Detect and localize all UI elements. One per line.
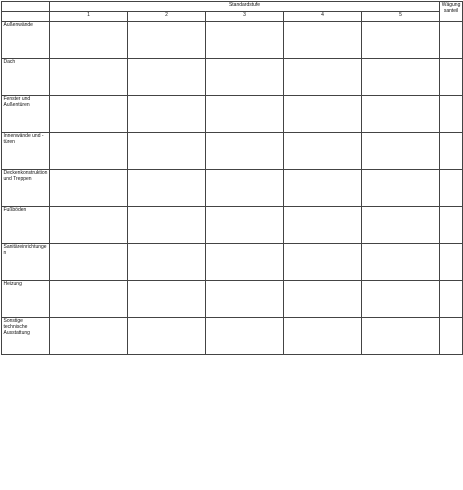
level-cell xyxy=(206,133,284,170)
level-cell xyxy=(284,170,362,207)
level-cell xyxy=(284,318,362,355)
weight-cell xyxy=(440,318,463,355)
level-cell xyxy=(284,207,362,244)
level-cell xyxy=(206,22,284,59)
weight-cell xyxy=(440,170,463,207)
level-cell xyxy=(128,281,206,318)
level-cell xyxy=(206,59,284,96)
level-cell xyxy=(50,59,128,96)
level-cell xyxy=(284,281,362,318)
level-cell xyxy=(206,96,284,133)
level-cell xyxy=(284,22,362,59)
table-row xyxy=(2,281,463,318)
row-label: Innenwände und -türen xyxy=(2,133,50,170)
level-cell xyxy=(362,59,440,96)
level-cell xyxy=(128,170,206,207)
level-cell xyxy=(362,96,440,133)
level-cell xyxy=(128,22,206,59)
weight-cell xyxy=(440,207,463,244)
level-cell xyxy=(50,170,128,207)
level-header: 1 xyxy=(50,12,128,22)
row-label: Deckenkonstruktion und Treppen xyxy=(2,170,50,207)
level-cell xyxy=(128,244,206,281)
table-row xyxy=(2,170,463,207)
level-cell xyxy=(128,133,206,170)
table-row xyxy=(2,59,463,96)
row-label: Fenster und Außentüren xyxy=(2,96,50,133)
row-label: Fußböden xyxy=(2,207,50,244)
level-header: 2 xyxy=(128,12,206,22)
level-cell xyxy=(362,133,440,170)
level-cell xyxy=(128,318,206,355)
level-cell xyxy=(362,207,440,244)
row-label: Außenwände xyxy=(2,22,50,59)
weight-cell xyxy=(440,133,463,170)
weight-cell xyxy=(440,59,463,96)
level-cell xyxy=(50,281,128,318)
level-cell xyxy=(50,22,128,59)
level-cell xyxy=(206,318,284,355)
level-cell xyxy=(50,96,128,133)
level-cell xyxy=(362,244,440,281)
row-label: Sonstige technische Ausstattung xyxy=(2,318,50,355)
weight-cell xyxy=(440,281,463,318)
level-cell xyxy=(206,281,284,318)
level-cell xyxy=(362,281,440,318)
level-cell xyxy=(362,318,440,355)
corner-cell xyxy=(2,12,50,22)
level-cell xyxy=(284,59,362,96)
level-cell xyxy=(284,244,362,281)
level-cell xyxy=(206,170,284,207)
level-cell xyxy=(362,170,440,207)
level-cell xyxy=(128,96,206,133)
weight-cell xyxy=(440,22,463,59)
table-row xyxy=(2,133,463,170)
weight-cell xyxy=(440,244,463,281)
level-cell xyxy=(128,207,206,244)
row-label: Dach xyxy=(2,59,50,96)
table-row xyxy=(2,22,463,59)
level-cell xyxy=(50,244,128,281)
table-row xyxy=(2,244,463,281)
row-label: Heizung xyxy=(2,281,50,318)
header-levels-row xyxy=(2,12,463,22)
level-cell xyxy=(362,22,440,59)
level-cell xyxy=(50,133,128,170)
standard-levels-table xyxy=(1,1,463,355)
level-cell xyxy=(50,207,128,244)
level-cell xyxy=(284,96,362,133)
level-header: 5 xyxy=(362,12,440,22)
table-row xyxy=(2,207,463,244)
row-label: Sanitäreinrichtungen xyxy=(2,244,50,281)
level-cell xyxy=(50,318,128,355)
level-header: 3 xyxy=(206,12,284,22)
table-row xyxy=(2,96,463,133)
level-header: 4 xyxy=(284,12,362,22)
header-title-row xyxy=(2,2,463,12)
weight-cell xyxy=(440,96,463,133)
table-row xyxy=(2,318,463,355)
level-cell xyxy=(206,244,284,281)
level-cell xyxy=(128,59,206,96)
level-cell xyxy=(206,207,284,244)
corner-cell xyxy=(2,2,50,12)
level-cell xyxy=(284,133,362,170)
standard-levels-title: Standardstufe xyxy=(50,2,440,12)
weight-header: Wägungsanteil xyxy=(440,2,463,22)
